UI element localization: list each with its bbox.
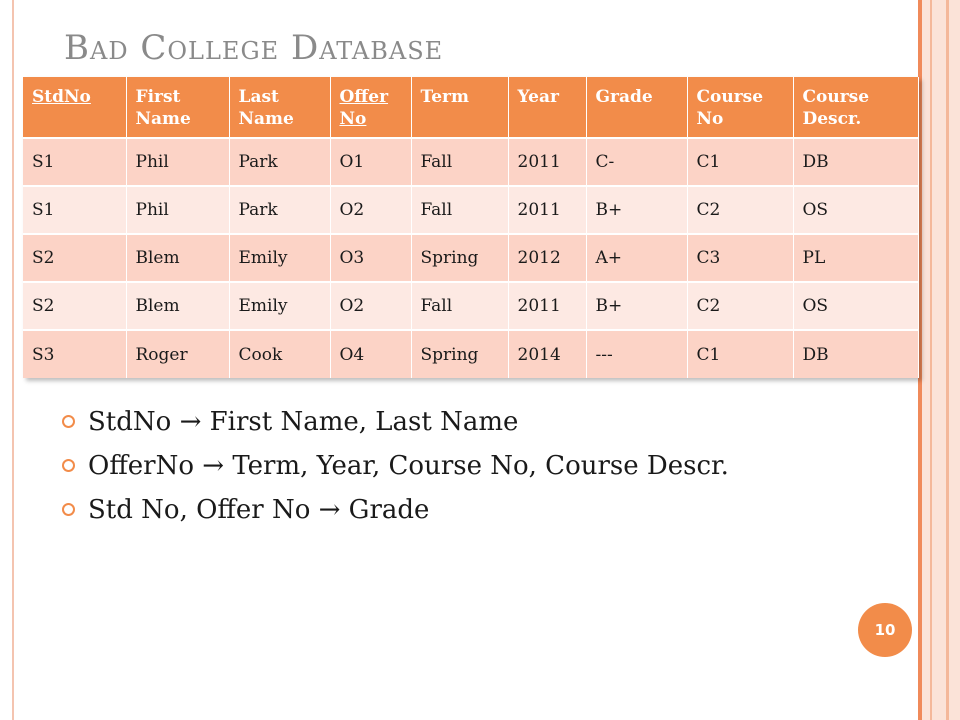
- student-table: [23, 77, 919, 378]
- page-number: 10: [874, 621, 896, 639]
- table-cell: C3: [687, 234, 793, 282]
- dependency-list: [62, 400, 729, 532]
- table-cell: OS: [793, 282, 918, 330]
- table-cell: ---: [586, 330, 687, 378]
- table-cell: 2011: [508, 186, 586, 234]
- table-cell: C1: [687, 138, 793, 186]
- table-cell: Emily: [229, 282, 330, 330]
- table-row: [23, 138, 918, 186]
- table-cell: Cook: [229, 330, 330, 378]
- left-border-line: [12, 0, 14, 720]
- table-cell: Phil: [126, 186, 229, 234]
- table-cell: Fall: [411, 138, 508, 186]
- column-header: Term: [411, 77, 508, 138]
- table-cell: B+: [586, 282, 687, 330]
- table-cell: O2: [330, 186, 411, 234]
- table-cell: S2: [23, 234, 126, 282]
- right-stripe: [946, 0, 949, 720]
- table-cell: Fall: [411, 282, 508, 330]
- table-cell: A+: [586, 234, 687, 282]
- column-header: Course Descr.: [793, 77, 918, 138]
- table-cell: O2: [330, 282, 411, 330]
- header-row: [23, 77, 918, 138]
- column-header: Year: [508, 77, 586, 138]
- table-cell: O1: [330, 138, 411, 186]
- column-header: Course No: [687, 77, 793, 138]
- table-cell: 2012: [508, 234, 586, 282]
- table-cell: O4: [330, 330, 411, 378]
- column-header: StdNo: [23, 77, 126, 138]
- table-cell: C2: [687, 186, 793, 234]
- table-cell: Park: [229, 186, 330, 234]
- table-cell: DB: [793, 330, 918, 378]
- bullet-ring-icon: [62, 459, 75, 472]
- right-stripe: [918, 0, 922, 720]
- table-row: [23, 282, 918, 330]
- dependency-text: Std No, Offer No → Grade: [88, 495, 430, 525]
- table-cell: OS: [793, 186, 918, 234]
- table-cell: O3: [330, 234, 411, 282]
- list-item: [62, 488, 729, 532]
- table-cell: C2: [687, 282, 793, 330]
- table-cell: DB: [793, 138, 918, 186]
- column-header: First Name: [126, 77, 229, 138]
- column-header: Offer No: [330, 77, 411, 138]
- dependency-text: StdNo → First Name, Last Name: [88, 407, 519, 437]
- table-cell: S2: [23, 282, 126, 330]
- table-cell: S1: [23, 186, 126, 234]
- table-cell: C-: [586, 138, 687, 186]
- table-cell: 2011: [508, 138, 586, 186]
- list-item: [62, 444, 729, 488]
- table-row: [23, 186, 918, 234]
- table-cell: PL: [793, 234, 918, 282]
- page-number-badge: [858, 603, 912, 657]
- right-stripe: [930, 0, 932, 720]
- bullet-ring-icon: [62, 503, 75, 516]
- table-cell: C1: [687, 330, 793, 378]
- table-cell: S3: [23, 330, 126, 378]
- table-row: [23, 330, 918, 378]
- table-cell: B+: [586, 186, 687, 234]
- table-cell: Spring: [411, 330, 508, 378]
- column-header: Last Name: [229, 77, 330, 138]
- bullet-ring-icon: [62, 415, 75, 428]
- column-header: Grade: [586, 77, 687, 138]
- table-cell: Blem: [126, 282, 229, 330]
- table-row: [23, 234, 918, 282]
- table-cell: Emily: [229, 234, 330, 282]
- table-cell: S1: [23, 138, 126, 186]
- table-cell: Phil: [126, 138, 229, 186]
- table-cell: Spring: [411, 234, 508, 282]
- dependency-text: OfferNo → Term, Year, Course No, Course Descr.: [88, 451, 729, 481]
- table-cell: Park: [229, 138, 330, 186]
- table-cell: Fall: [411, 186, 508, 234]
- right-decorative-band: [918, 0, 960, 720]
- table-cell: 2014: [508, 330, 586, 378]
- table-cell: Blem: [126, 234, 229, 282]
- table-cell: 2011: [508, 282, 586, 330]
- table-cell: Roger: [126, 330, 229, 378]
- slide-title: Bad College Database: [64, 28, 444, 68]
- list-item: [62, 400, 729, 444]
